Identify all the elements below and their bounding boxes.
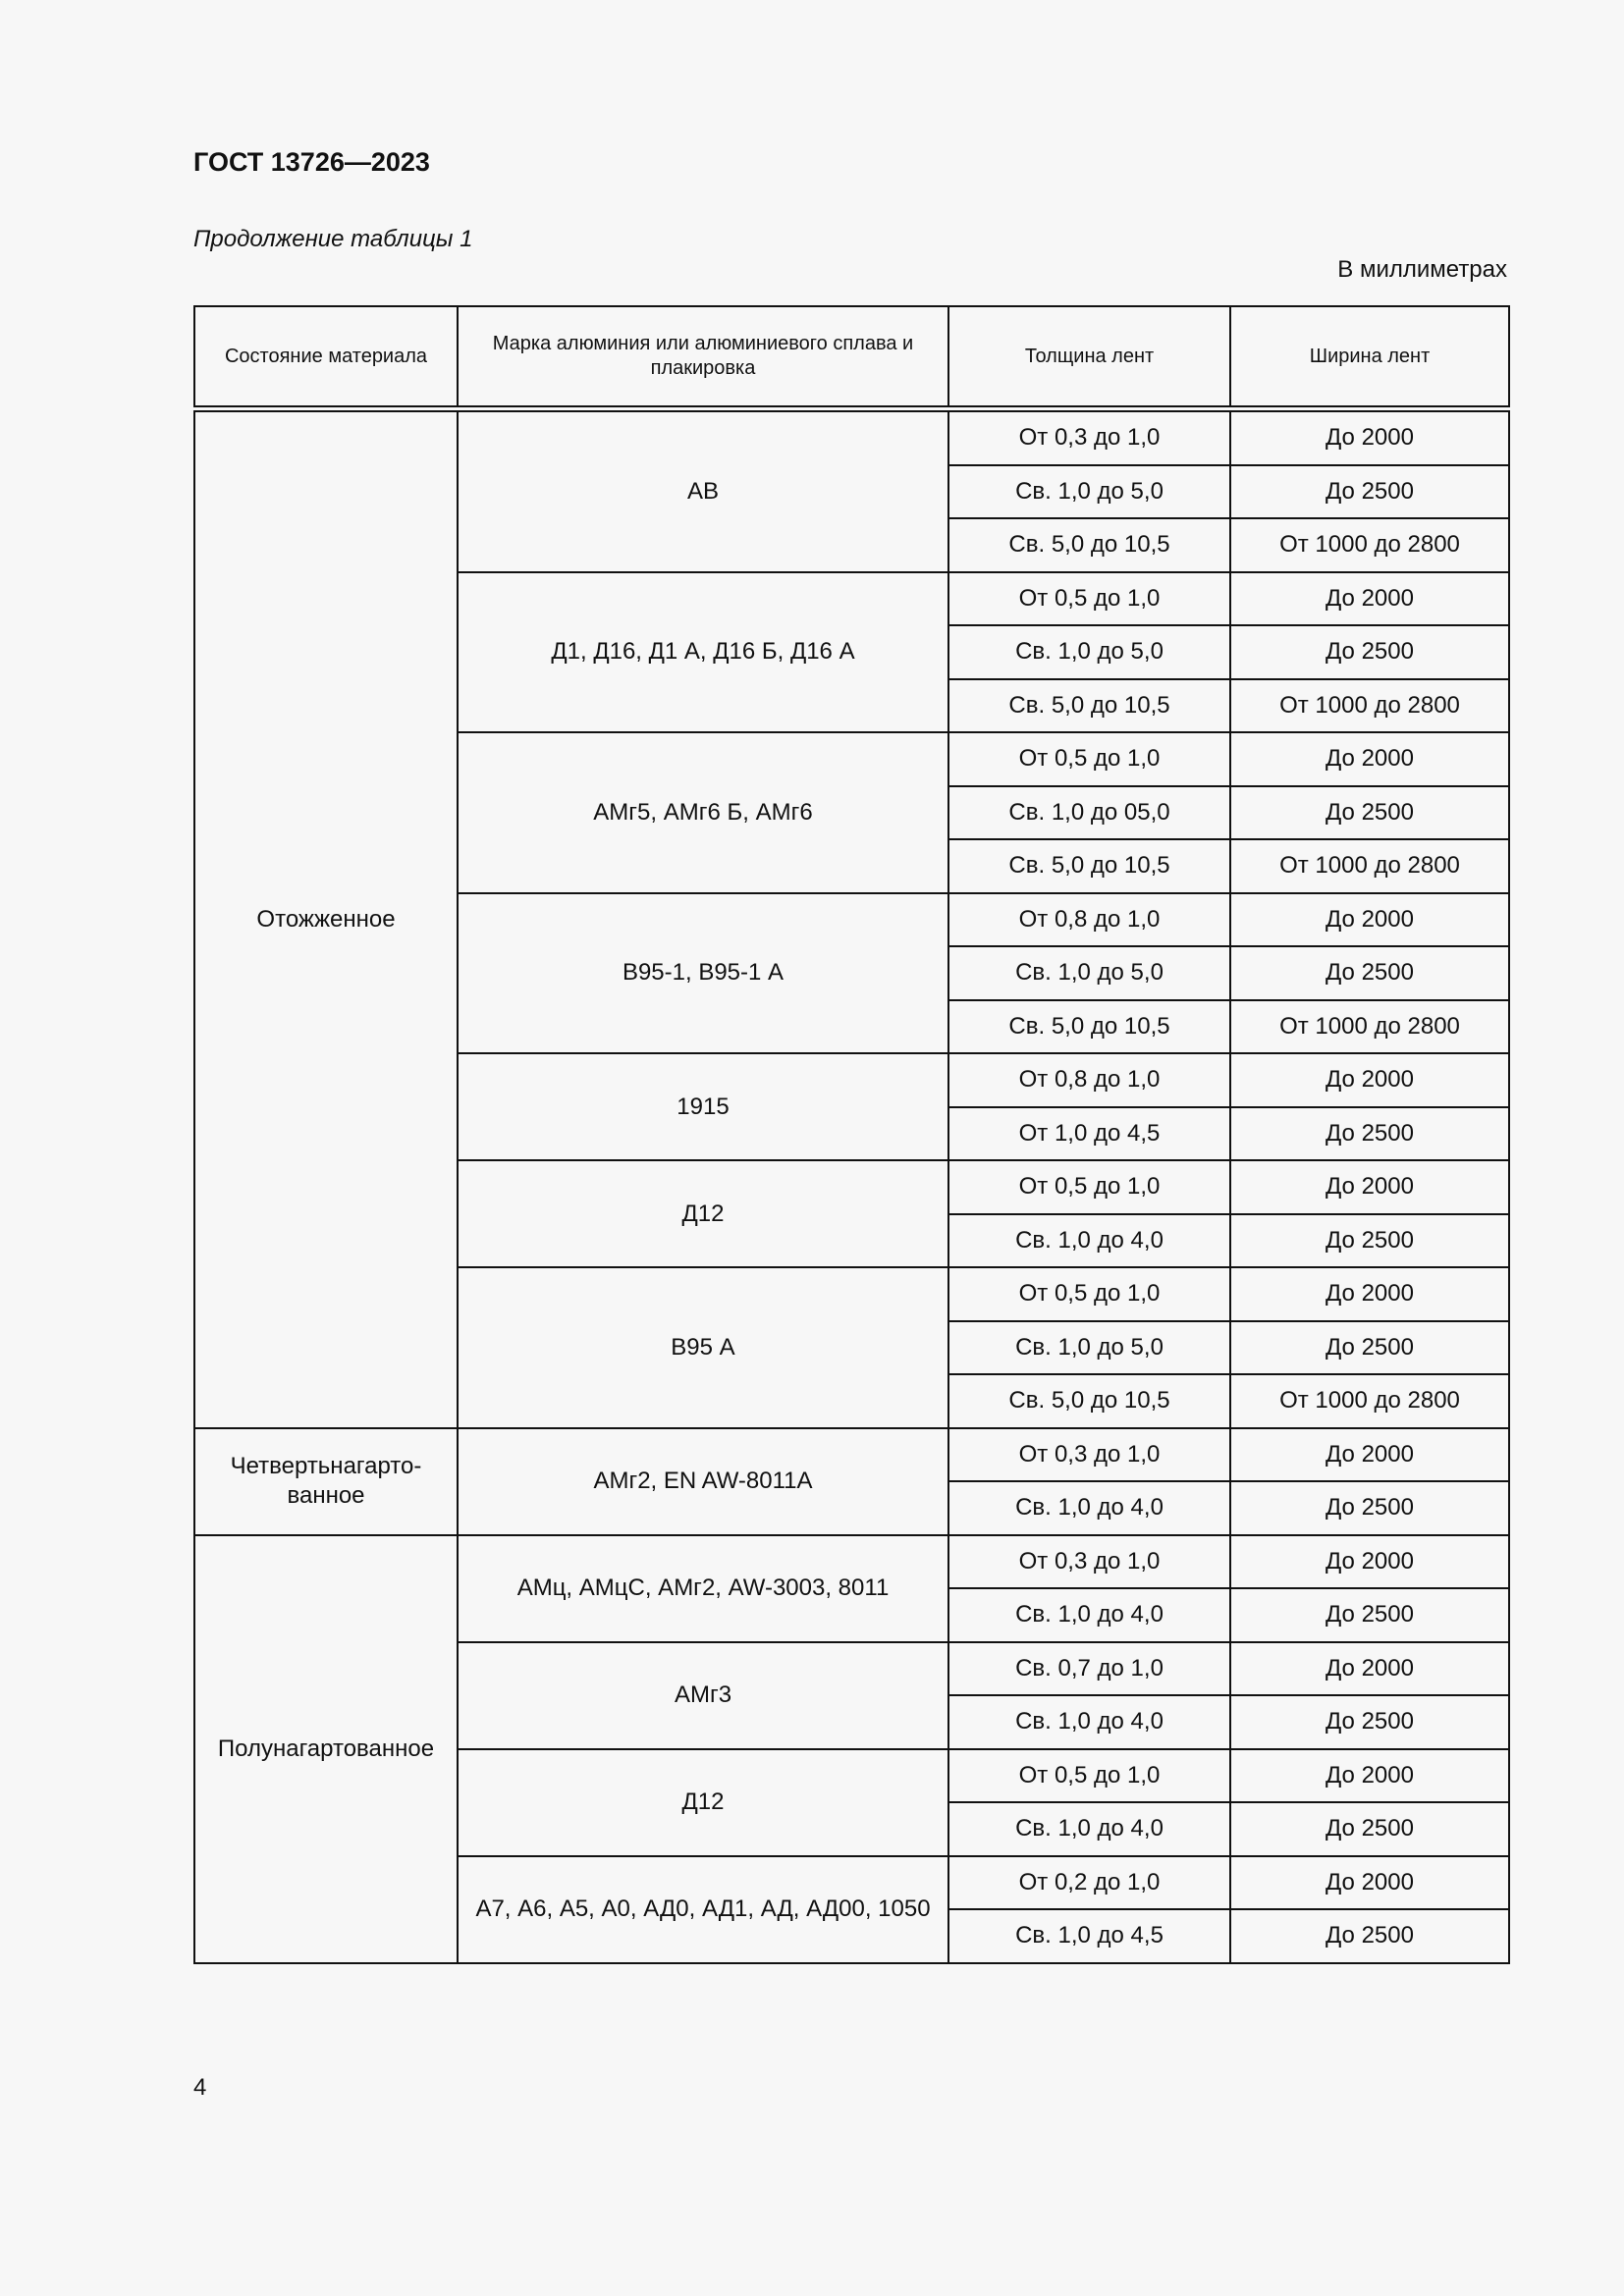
- width-cell: До 2500: [1230, 1481, 1509, 1535]
- width-cell: До 2000: [1230, 1428, 1509, 1482]
- grade-cell: АМг5, АМг6 Б, АМг6: [458, 732, 948, 893]
- column-header-width: Ширина лент: [1230, 306, 1509, 409]
- table-row: [194, 1535, 1509, 1589]
- thickness-cell: От 0,5 до 1,0: [948, 1160, 1230, 1214]
- width-cell: До 2500: [1230, 946, 1509, 1000]
- width-cell: До 2000: [1230, 1642, 1509, 1696]
- width-cell: От 1000 до 2800: [1230, 1000, 1509, 1054]
- thickness-cell: От 0,2 до 1,0: [948, 1856, 1230, 1910]
- thickness-cell: Св. 5,0 до 10,5: [948, 679, 1230, 733]
- width-cell: До 2000: [1230, 1856, 1509, 1910]
- thickness-cell: От 0,8 до 1,0: [948, 1053, 1230, 1107]
- width-cell: От 1000 до 2800: [1230, 839, 1509, 893]
- thickness-cell: От 1,0 до 4,5: [948, 1107, 1230, 1161]
- thickness-cell: От 0,3 до 1,0: [948, 409, 1230, 465]
- thickness-cell: Св. 1,0 до 4,0: [948, 1481, 1230, 1535]
- column-header-grade: Марка алюминия или алюминиевого сплава и плакировка: [458, 306, 948, 409]
- table-caption: Продолжение таблицы 1: [193, 226, 473, 252]
- dimensions-table: [193, 305, 1510, 1964]
- column-header-thickness: Толщина лент: [948, 306, 1230, 409]
- thickness-cell: От 0,5 до 1,0: [948, 1267, 1230, 1321]
- thickness-cell: Св. 1,0 до 4,0: [948, 1802, 1230, 1856]
- thickness-cell: Св. 5,0 до 10,5: [948, 1374, 1230, 1428]
- thickness-cell: Св. 1,0 до 5,0: [948, 625, 1230, 679]
- thickness-cell: Св. 1,0 до 4,5: [948, 1909, 1230, 1963]
- thickness-cell: От 0,3 до 1,0: [948, 1428, 1230, 1482]
- width-cell: До 2000: [1230, 409, 1509, 465]
- thickness-cell: Св. 1,0 до 4,0: [948, 1695, 1230, 1749]
- width-cell: До 2000: [1230, 732, 1509, 786]
- column-header-state: Состояние материала: [194, 306, 458, 409]
- thickness-cell: Св. 5,0 до 10,5: [948, 839, 1230, 893]
- grade-cell: АМц, АМцС, АМг2, AW-3003, 8011: [458, 1535, 948, 1642]
- thickness-cell: Св. 1,0 до 5,0: [948, 1321, 1230, 1375]
- width-cell: До 2500: [1230, 625, 1509, 679]
- grade-cell: 1915: [458, 1053, 948, 1160]
- grade-cell: Д12: [458, 1160, 948, 1267]
- thickness-cell: Св. 5,0 до 10,5: [948, 518, 1230, 572]
- width-cell: От 1000 до 2800: [1230, 518, 1509, 572]
- document-title: ГОСТ 13726—2023: [193, 147, 430, 177]
- table-header-row: [194, 306, 1509, 409]
- width-cell: До 2000: [1230, 1749, 1509, 1803]
- width-cell: От 1000 до 2800: [1230, 679, 1509, 733]
- thickness-cell: Св. 1,0 до 4,0: [948, 1588, 1230, 1642]
- grade-cell: В95-1, В95-1 А: [458, 893, 948, 1054]
- width-cell: До 2000: [1230, 1267, 1509, 1321]
- thickness-cell: От 0,3 до 1,0: [948, 1535, 1230, 1589]
- width-cell: От 1000 до 2800: [1230, 1374, 1509, 1428]
- material-state-cell: Четвертьнагарто-ванное: [194, 1428, 458, 1535]
- thickness-cell: От 0,5 до 1,0: [948, 572, 1230, 626]
- width-cell: До 2500: [1230, 1588, 1509, 1642]
- thickness-cell: От 0,5 до 1,0: [948, 732, 1230, 786]
- thickness-cell: Св. 5,0 до 10,5: [948, 1000, 1230, 1054]
- grade-cell: АВ: [458, 409, 948, 572]
- thickness-cell: От 0,8 до 1,0: [948, 893, 1230, 947]
- width-cell: До 2500: [1230, 1214, 1509, 1268]
- width-cell: До 2000: [1230, 572, 1509, 626]
- width-cell: До 2000: [1230, 1053, 1509, 1107]
- table-row: [194, 409, 1509, 465]
- thickness-cell: Св. 0,7 до 1,0: [948, 1642, 1230, 1696]
- thickness-cell: Св. 1,0 до 05,0: [948, 786, 1230, 840]
- material-state-cell: Отожженное: [194, 409, 458, 1428]
- width-cell: До 2500: [1230, 1695, 1509, 1749]
- grade-cell: Д1, Д16, Д1 А, Д16 Б, Д16 А: [458, 572, 948, 733]
- width-cell: До 2500: [1230, 1107, 1509, 1161]
- table-row: [194, 1428, 1509, 1482]
- thickness-cell: От 0,5 до 1,0: [948, 1749, 1230, 1803]
- grade-cell: Д12: [458, 1749, 948, 1856]
- thickness-cell: Св. 1,0 до 5,0: [948, 465, 1230, 519]
- width-cell: До 2500: [1230, 1321, 1509, 1375]
- width-cell: До 2500: [1230, 465, 1509, 519]
- width-cell: До 2500: [1230, 786, 1509, 840]
- width-cell: До 2000: [1230, 1160, 1509, 1214]
- page-number: 4: [193, 2074, 207, 2101]
- thickness-cell: Св. 1,0 до 4,0: [948, 1214, 1230, 1268]
- width-cell: До 2500: [1230, 1802, 1509, 1856]
- thickness-cell: Св. 1,0 до 5,0: [948, 946, 1230, 1000]
- material-state-cell: Полунагартованное: [194, 1535, 458, 1963]
- grade-cell: АМг2, EN AW-8011A: [458, 1428, 948, 1535]
- units-note: В миллиметрах: [1337, 256, 1507, 283]
- table-body: [194, 409, 1509, 1963]
- grade-cell: А7, А6, А5, А0, АД0, АД1, АД, АД00, 1050: [458, 1856, 948, 1963]
- width-cell: До 2000: [1230, 893, 1509, 947]
- grade-cell: АМг3: [458, 1642, 948, 1749]
- width-cell: До 2500: [1230, 1909, 1509, 1963]
- grade-cell: В95 А: [458, 1267, 948, 1428]
- width-cell: До 2000: [1230, 1535, 1509, 1589]
